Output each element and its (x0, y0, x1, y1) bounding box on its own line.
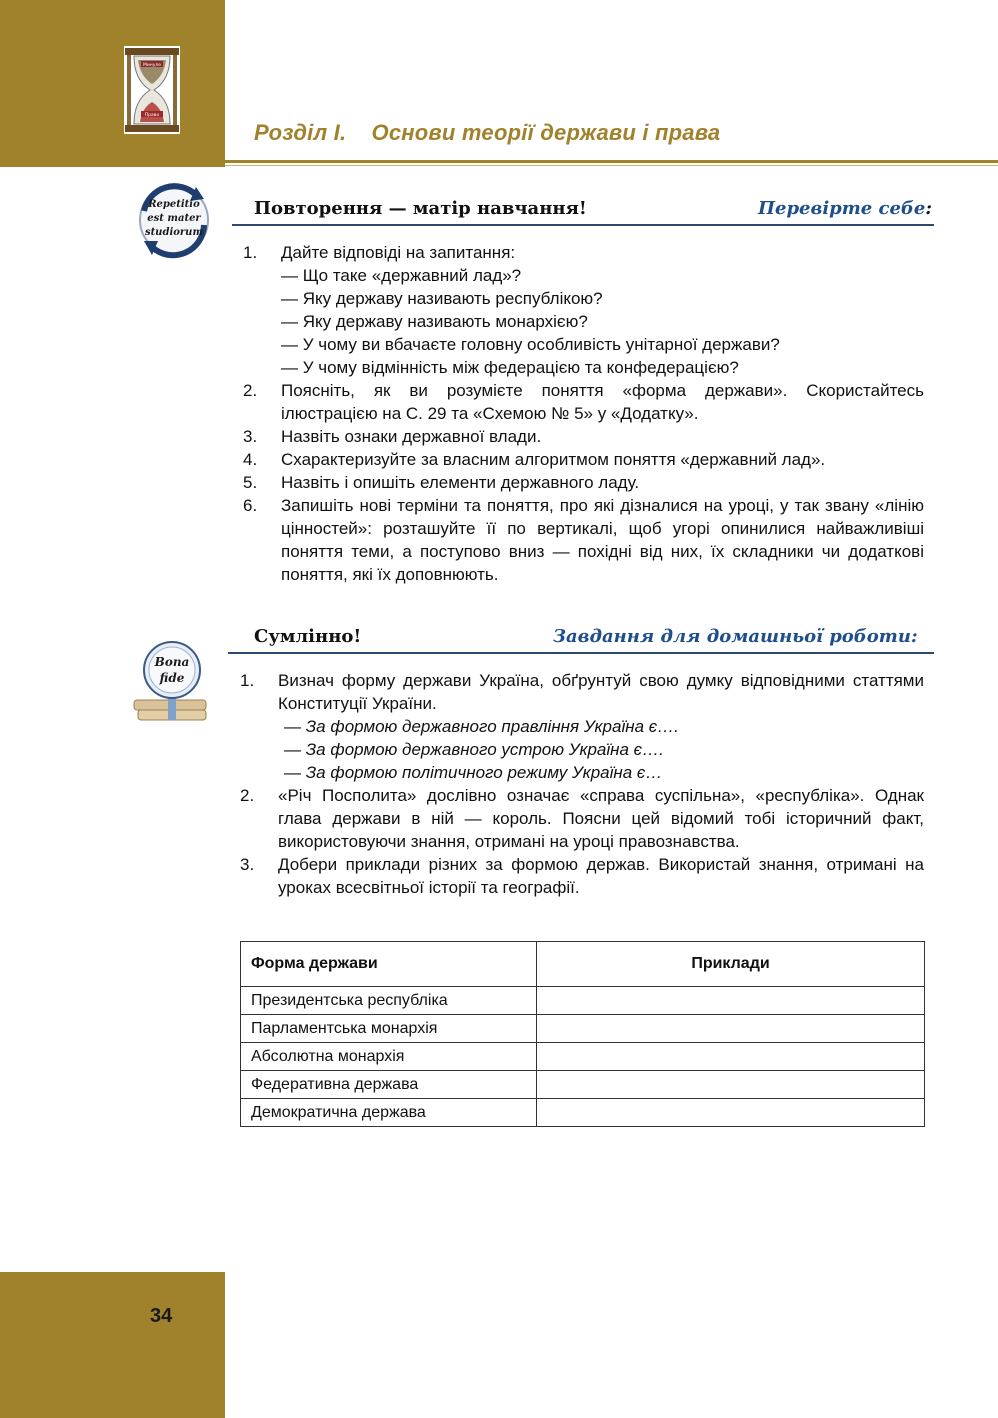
sub-task: — За формою політичного режиму Україна є… (284, 763, 663, 782)
list-item (240, 669, 924, 784)
table-header-row (241, 942, 925, 987)
state-forms-table (240, 941, 925, 1127)
list-item-number: 3. (240, 855, 255, 874)
table-cell-form: Абсолютна монархія (241, 1043, 537, 1071)
table-header-examples: Приклади (537, 942, 925, 987)
list-item-number: 1. (240, 671, 255, 690)
table-row (241, 987, 925, 1015)
table-header-form: Форма держави (241, 942, 537, 987)
section1-right-title-text: Перевірте себе (758, 198, 926, 219)
list-item-number: 1. (243, 243, 258, 262)
table-cell-example[interactable] (537, 1071, 925, 1099)
section1-right-colon: : (925, 198, 933, 219)
list-item (243, 425, 924, 448)
sub-question: — Яку державу називають республікою? (281, 289, 603, 308)
list-item (243, 241, 924, 379)
table-cell-example[interactable] (537, 1043, 925, 1071)
bona-fide-line-2: fide (159, 671, 185, 685)
repetitio-badge-icon (134, 181, 214, 259)
list-item (243, 471, 924, 494)
list-item-text: Визнач форму держави Україна, обґрунтуй свою думку відповідними статтями Конституції України. (278, 671, 924, 713)
bona-fide-line-1: Bona (154, 655, 190, 669)
list-item-text: Поясніть, як ви розумієте поняття «форма держави». Скористайтесь ілюстрацією на С. 29 та «Схемою № 5» у «Додатку». (281, 381, 924, 423)
table-cell-form: Президентська республіка (241, 987, 537, 1015)
repetitio-line-3: studiorum (144, 227, 204, 238)
list-item-text: Схарактеризуйте за власним алгоритмом поняття «державний лад». (281, 450, 826, 469)
footer-gold-block (0, 1272, 225, 1418)
list-item-number: 2. (243, 381, 258, 400)
table-cell-form: Демократична держава (241, 1099, 537, 1127)
section2-title: Сумлінно! (254, 626, 362, 647)
list-item (240, 784, 924, 853)
repetitio-line-1: Repetitio (148, 199, 200, 210)
hourglass-top-text: Минуле (142, 63, 162, 68)
section1-title: Повторення — матір навчання! (254, 198, 587, 219)
table-cell-form: Парламентська монархія (241, 1015, 537, 1043)
table-row (241, 1015, 925, 1043)
list-item-text: «Річ Посполита» дослівно означає «справа суспільна», «республіка». Однак глава держави в ній — король. Поясни цей відомий тобі історичний факт, використовуючи знання, отримані на уроці правознавства. (278, 786, 924, 851)
chapter-rule-thin (225, 165, 998, 166)
list-item (243, 379, 924, 425)
bona-fide-badge-icon (130, 638, 212, 728)
list-item-text: Дайте відповіді на запитання: (281, 243, 516, 262)
list-item (243, 494, 924, 586)
hourglass-icon (122, 46, 182, 134)
list-item-number: 4. (243, 450, 258, 469)
list-item-number: 2. (240, 786, 255, 805)
section1-list (243, 241, 924, 586)
sub-task: — За формою державного устрою Україна є…. (284, 740, 664, 759)
chapter-title: Розділ І. Основи теорії держави і права (254, 120, 721, 145)
list-item-text: Добери приклади різних за формою держав. Використай знання, отримані на уроках всесвітньої історії та географії. (278, 855, 924, 897)
section1-right-title (758, 198, 932, 219)
sub-question: — Що таке «державний лад»? (281, 266, 522, 285)
page-number: 34 (150, 1305, 173, 1327)
table-cell-example[interactable] (537, 1015, 925, 1043)
repetitio-line-2: est mater (147, 213, 201, 224)
section1-rule (232, 224, 934, 226)
table-row (241, 1071, 925, 1099)
table-cell-example[interactable] (537, 987, 925, 1015)
list-item-text: Назвіть ознаки державної влади. (281, 427, 542, 446)
table-cell-form: Федеративна держава (241, 1071, 537, 1099)
list-item-text: Запишіть нові терміни та поняття, про які дізналися на уроці, у так звану «лінію цінностей»: розташуйте її по вертикалі, щоб угорі опинилися найважливіші поняття теми, а поступово вниз — похідні від них, їх складники чи додаткові поняття, які їх доповнюють. (281, 496, 924, 584)
list-item (243, 448, 924, 471)
chapter-rule (225, 160, 998, 163)
list-item (240, 853, 924, 899)
list-item-number: 6. (243, 496, 258, 515)
sub-task: — За формою державного правління Україна є…. (284, 717, 679, 736)
sub-question: — У чому ви вбачаєте головну особливість унітарної держави? (281, 335, 780, 354)
section2-list (240, 669, 924, 899)
sub-question: — Яку державу називають монархією? (281, 312, 588, 331)
list-item-number: 3. (243, 427, 258, 446)
table-cell-example[interactable] (537, 1099, 925, 1127)
section2-rule (228, 652, 934, 654)
sub-question: — У чому відмінність між федерацією та конфедерацією? (281, 358, 739, 377)
list-item-text: Назвіть і опишіть елементи державного ладу. (281, 473, 640, 492)
header-gold-block (0, 0, 225, 167)
table-row (241, 1043, 925, 1071)
hourglass-bottom-text: Право (144, 113, 160, 118)
table-row (241, 1099, 925, 1127)
section2-right-title: Завдання для домашньої роботи: (553, 626, 918, 647)
list-item-number: 5. (243, 473, 258, 492)
